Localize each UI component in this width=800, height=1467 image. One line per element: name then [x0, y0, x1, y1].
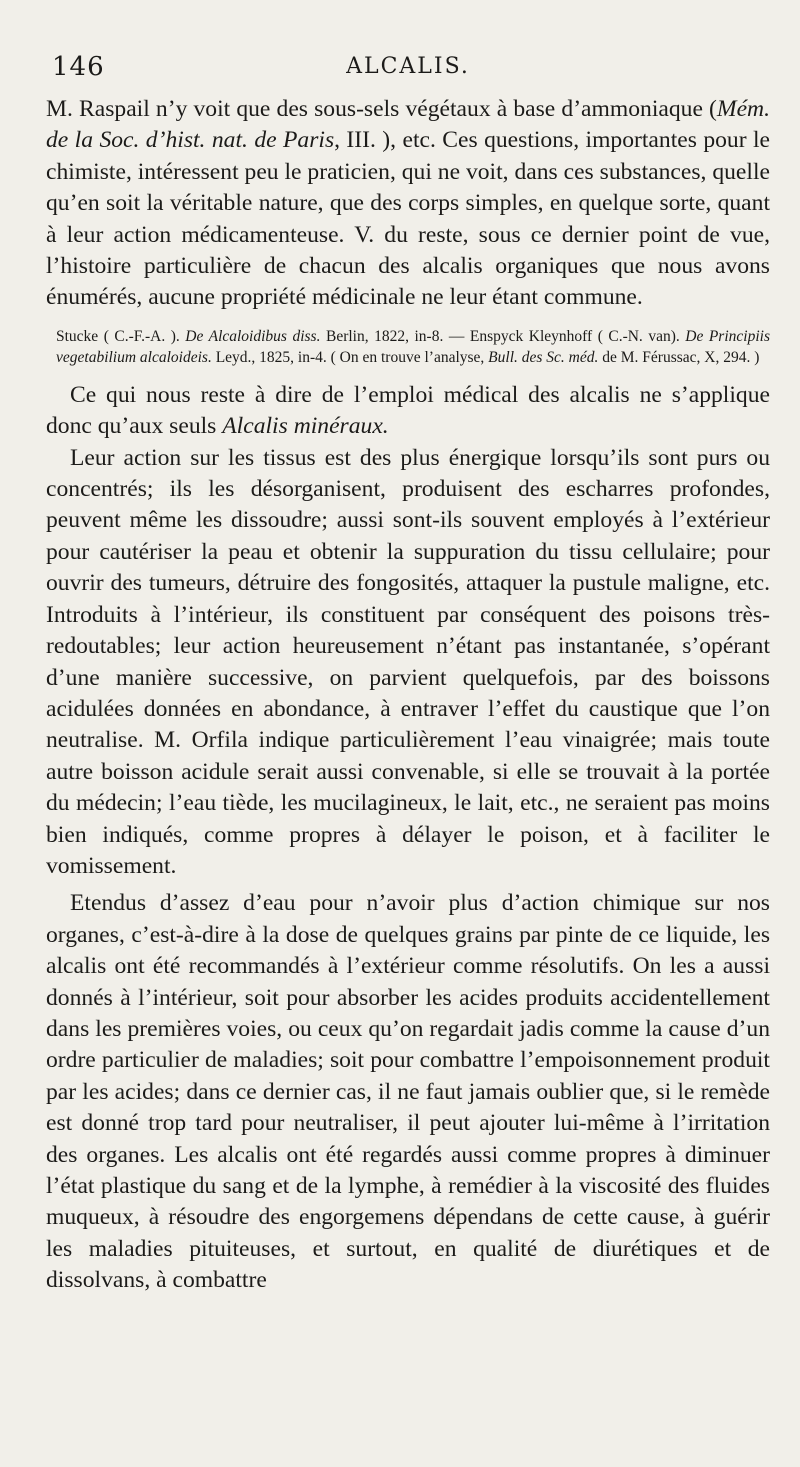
paragraph-mineral-alkalis: [46, 380, 770, 443]
bib-title-principiis: De Principiis vegetabilium alcaloideis.: [56, 327, 770, 366]
paragraph-action-on-tissues: Leur action sur les tissus est des plus énergique lorsqu’ils sont purs ou concentrés; ils les désorganisent, produisent des escharres profondes, peuvent même les dissoudre; aussi sont-ils souvent employés à l’extérieur pour cautériser la peau et obtenir la suppuration du tissu cellulaire; pour ouvrir des tumeurs, détruire des fongosités, attaquer la pustule maligne, etc. Introduits à l’intérieur, ils constituent par conséquent des poisons très-redoutables; leur action heureusement n’étant pas instantanée, s’opérant d’une manière successive, on parvient quelquefois, par des boissons acidulées données en abondance, à entraver l’effet du caustique que l’on neutralise. M. Orfila indique particulièrement l’eau vinaigrée; mais toute autre boisson acidule serait aussi convenable, si elle se trouvait à la portée du médecin; l’eau tiède, les mucilagineux, le lait, etc., ne seraient pas moins bien indiqués, comme propres à délayer le poison, et à faciliter le vomissement.: [46, 444, 770, 879]
paragraph-diluted-alkalis: Etendus d’assez d’eau pour n’avoir plus d’action chimique sur nos organes, c’est-à-dire à la dose de quelques grains par pinte de ce liquide, les alcalis ont été recommandés à l’extérieur comme résolutifs. On les a aussi donnés à l’intérieur, soit pour absorber les acides produits accidentellement dans les premières voies, ou ceux qu’on regardait jadis comme la cause d’un ordre particulier de maladies; soit pour combattre l’empoisonnement produit par les acides; dans ce dernier cas, il ne faut jamais oublier que, si le remède est donné trop tard pour neutraliser, il peut ajouter lui-même à l’irritation des organes. Les alcalis ont été regardés aussi comme propres à diminuer l’état plastique du sang et de la lymphe, à remédier à la viscosité des fluides muqueux, à résoudre des engorgemens dépendans de cette cause, à guérir les maladies pituiteuses, et surtout, en qualité de diurétiques et de dissolvans, à combattre: [46, 890, 770, 1294]
bib-details-3: de M. Férussac, X, 294. ): [598, 348, 760, 366]
bib-title-bulletin: Bull. des Sc. méd.: [488, 348, 599, 366]
mineral-alkalis-term: Alcalis minéraux.: [222, 413, 389, 440]
bib-details-1: Berlin, 1822, in-8. — Enspyck Kleynhoff ( C.-N. van).: [320, 327, 686, 345]
running-title: ALCALIS.: [346, 54, 470, 79]
bib-author-stucke: Stucke ( C.-F.-A. ).: [56, 327, 186, 345]
bib-details-2: Leyd., 1825, in-4. ( On en trouve l’analyse,: [211, 348, 489, 366]
bibliography-note: [46, 326, 770, 368]
paragraph-mineral-alkalis-text: Ce qui nous reste à dire de l’emploi médical des alcalis ne s’applique donc qu’aux seuls: [46, 381, 770, 440]
paragraph-raspail-rest: , III. ), etc. Ces questions, importantes pour le chimiste, intéressent peu le praticien, qui ne voit, dans ces substances, quelle qu’en soit la véritable nature, que des corps simples, en quelque sorte, quant à leur action médicamenteuse. V. du reste, sous ce dernier point de vue, l’histoire particulière de chacun des alcalis organiques que nous avons énumérés, aucune propriété médicinale ne leur étant commune.: [46, 127, 771, 311]
running-head: [46, 52, 770, 90]
paragraph-raspail-start: M. Raspail n’y voit que des sous-sels végétaux à base d’ammoniaque (: [46, 96, 717, 122]
page-number: 146: [52, 52, 105, 82]
journal-reference: Mém. de la Soc. d’hist. nat. de Paris: [46, 96, 770, 154]
paragraph-raspail: [46, 94, 770, 314]
body-text: [46, 94, 770, 1297]
bib-title-alcaloidibus: De Alcaloidibus diss.: [185, 327, 321, 345]
